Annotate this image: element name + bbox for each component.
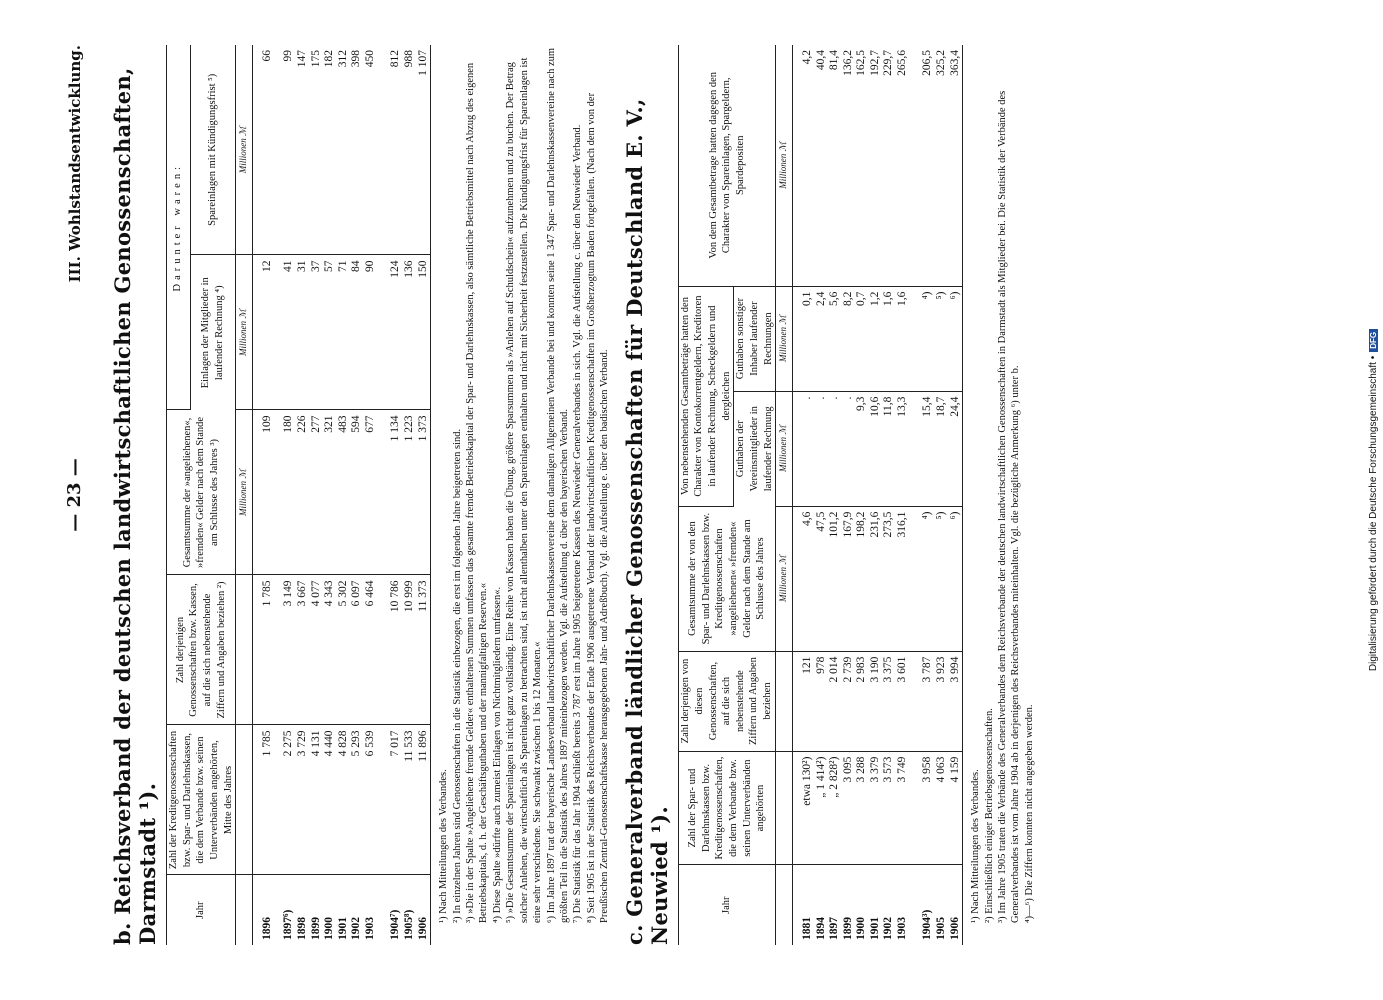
table-b — [166, 45, 431, 945]
unit-c-3: Millionen ℳ — [776, 506, 793, 651]
unit-b-3: Millionen ℳ — [236, 410, 253, 575]
col-c-3: Gesamtsumme der von den Spar- und Darlehnskassen bzw. Kreditgenossenschaften »angeliehenen« »fremden« Gelder nach dem Stande am Schlusse des Jahres — [678, 506, 775, 651]
table-row: 1900 4 440 4 343 321 57 182 — [323, 45, 337, 945]
table-row: 1906 11 896 11 373 1 373 150 1 107 — [417, 45, 431, 945]
col-c-group: Von nebenstehenden Gesamtbeträge hatten den Charakter von Kontokorrentgeldern, Kreditoren in laufender Rechnung, Scheckgeldern und dergleichen — [678, 286, 734, 506]
footnote: ⁴)—⁶) Die Ziffern konnten nicht angegeben werden. — [1023, 704, 1035, 923]
footnote: ¹) Nach Mitteilungen des Verbandes. — [438, 769, 450, 923]
col-c-4: Guthaben der Vereinsmitglieder in laufender Rechnung — [734, 391, 776, 506]
col-b-2: Zahl derjenigen Genossenschaften bzw. Kassen, auf die sich nebenstehende Ziffern und Angaben beziehen ²) — [167, 575, 236, 725]
table-row: 1881 etwa 130²) 121 4,6 . 0,1 4,2 — [792, 45, 814, 945]
footnotes-c — [969, 45, 1036, 945]
col-b-jahr: Jahr — [167, 875, 236, 945]
footnote: ¹) Nach Mitteilungen des Verbandes. — [970, 769, 982, 923]
col-c-2: Zahl derjenigen von diesen Genossenschaften, auf die sich nebenstehende Ziffern und Angaben beziehen — [678, 651, 775, 751]
side-credit-text: Digitalisierung gefördert durch die Deutsche Forschungsgemeinschaft • — [1368, 355, 1379, 672]
col-c-1: Zahl der Spar- und Darlehnskassen bzw. Kreditgenossenschaften, die dem Verbande bzw. seinen Unterverbänden angehörten — [678, 751, 775, 865]
document-page — [60, 45, 1044, 945]
table-row: 1905 4 063 3 923 ⁵) 18,7 ⁵) 325,2 — [935, 45, 949, 945]
table-row: 1903 3 749 3 601 316,1 13,3 1,6 265,6 — [896, 45, 910, 945]
table-row: 1900 3 288 2 983 198,2 9,3 0,7 162,5 — [855, 45, 869, 945]
footnotes-b — [437, 45, 612, 945]
section-c-title: c. Generalverband ländlicher Genossenschaften für Deutschland E. V., Neuwied ¹). — [621, 98, 672, 945]
col-c-5: Guthaben sonstiger Inhaber laufender Rechnungen — [734, 286, 776, 391]
table-row: 1902 5 293 6 097 594 84 398 — [350, 45, 364, 945]
table-row: 1897⁶) 2 275 3 149 180 41 99 — [274, 45, 296, 945]
unit-b-4: Millionen ℳ — [236, 255, 253, 410]
unit-c-6: Millionen ℳ — [776, 45, 793, 286]
table-row: 1904⁷) 7 017 10 786 1 134 124 812 — [377, 45, 403, 945]
unit-c-5: Millionen ℳ — [776, 286, 793, 391]
col-c-6: Von dem Gesamtbetrage hatten dagegen den Charakter von Spareinlagen, Spargeldern, Spardepositen — [678, 45, 775, 286]
running-header — [60, 45, 100, 945]
unit-c-4: Millionen ℳ — [776, 391, 793, 506]
table-row: 1903 6 539 6 464 677 90 450 — [364, 45, 378, 945]
footnote: ²) Einschließlich einiger Betriebsgenossenschaften. — [983, 708, 995, 923]
col-c-jahr: Jahr — [678, 865, 775, 945]
footnote: ³) Im Jahre 1905 traten die Verbände des Generalverbandes dem Reichsverbande der deutschen landwirtschaftlichen Genossenschaften in Darmstadt als Mitglieder bei. Die Statistik der Verbände des Generalverbandes ist vom Jahre 1904 ab in derjenigen des Reichsverbandes miteinhalten. Vgl. die bezügliche Anmerkung ⁶) unter b. — [997, 90, 1022, 923]
side-credit-line — [1368, 0, 1382, 1000]
col-b-darunter: Darunter waren: — [167, 45, 191, 410]
table-row: 1899 4 131 4 077 277 37 175 — [310, 45, 324, 945]
table-row: 1896 1 785 1 785 109 12 66 — [252, 45, 274, 945]
section-b-title: b. Reichsverband der deutschen landwirtschaftlichen Genossenschaften, Darmstadt ¹). — [110, 67, 160, 945]
table-row: 1898 3 729 3 667 226 31 147 — [296, 45, 310, 945]
table-row: 1902 3 573 3 375 273,5 11,8 1,6 229,7 — [882, 45, 896, 945]
footnote: ³) »Die in der Spalte »Angeliehene fremde Gelder« enthaltenen Summen umfassen das gesamte fremde Betriebskapital der Spar- und Darlehnskassen, also sämtliche Betriebsmittel nach Abzug des eigenen Betriebskapitals, d. h. der Geschäftsguthaben und der mannigfaltigen Reserven.« — [464, 62, 490, 923]
table-row: 1904³) 3 958 3 787 ⁴) 15,4 ⁴) 206,5 — [909, 45, 935, 945]
table-c — [678, 45, 963, 945]
unit-b-5: Millionen ℳ — [236, 45, 253, 255]
table-row: 1894 „ 1 414²) 978 47,5 . 2,4 40,4 — [815, 45, 829, 945]
table-row: 1901 4 828 5 302 483 71 312 — [337, 45, 351, 945]
table-row: 1905⁸) 11 533 10 999 1 223 136 988 — [403, 45, 417, 945]
footnote: ⁴) Diese Spalte »dürfte auch zumeist Einlagen von Nichtmitgliedern umfassen«. — [491, 586, 503, 923]
dfg-logo: DFG — [1369, 329, 1378, 352]
table-row: 1901 3 379 3 190 231,6 10,6 1,2 192,7 — [869, 45, 883, 945]
table-row: 1906 4 159 3 994 ⁶) 24,4 ⁶) 363,4 — [949, 45, 963, 945]
table-row: 1899 3 095 2 739 167,9 . 8,2 136,2 — [842, 45, 856, 945]
footnote: ⁸) Seit 1905 ist in der Statistik des Reichsverbandes der Ende 1906 ausgetretene Verband der landwirtschaftlichen Kreditgenossenschaften im Großherzogtum Baden fortgefallen. (Nach dem von der Preußischen Zentral-Genossenschaftskasse herausgegebenen Jahr- und Adreßbuch). Vgl. die Aufstellung e. über den badischen Verband. — [585, 92, 611, 923]
footnote: ⁶) Im Jahre 1897 trat der bayerische Landesverband landwirtschaftlicher Darlehnskassenvereine dem damaligen Allgemeinen Verbande bei und konnten seine 1 347 Spar- und Darlehnskassenvereine nach zum größten Teil in die Statistik des Jahres 1897 miteinbezogen werden. Vgl. die Aufstellung d. über den bayerischen Verband. — [545, 47, 571, 923]
page-number: — 23 — — [64, 458, 85, 532]
col-b-4: Einlagen der Mitglieder in laufender Rechnung ⁴) — [190, 255, 236, 410]
chapter-heading: III. Wohlstandsentwicklung. — [66, 45, 84, 283]
col-b-3: Gesamtsumme der »angeliehenen«, »fremden« Gelder nach dem Stande am Schlusse des Jahres ³) — [167, 410, 236, 575]
footnote: ²) In einzelnen Jahren sind Genossenschaften in die Statistik einbezogen, die erst im folgenden Jahre beigetreten sind. — [451, 428, 463, 923]
col-b-5: Spareinlagen mit Kündigungsfrist ⁵) — [190, 45, 236, 255]
table-row: 1897 „ 2 828²) 2 014 101,2 . 5,6 81,4 — [828, 45, 842, 945]
footnote: ⁵) »Die Gesamtsumme der Spareinlagen ist nicht ganz vollständig. Eine Reihe von Kassen haben die Übung, größere Sparsummen als »Anlehen auf Schuldschein« aufzunehmen und zu buchen. Der Betrag solcher Anlehen, die wirtschaftlich als Spareinlagen zu betrachten sind, ist nicht allenthalben unter den Spareinlagen enthalten und nicht mit Sicherheit festzustellen. Die Kündigungsfrist für Spareinlagen ist eine sehr verschiedene. Sie schwankt zwischen 1 bis 12 Monaten.« — [505, 57, 544, 923]
col-b-1: Zahl der Kreditgenossenschaften bzw. Spar- und Darlehnskassen, die dem Verbande bzw. seinen Unterverbänden angehörten, Mitte des Jahres — [167, 725, 236, 875]
footnote: ⁷) Die Statistik für das Jahr 1904 schließt bereits 3 787 erst im Jahre 1905 beigetretene Kassen des Neuwieder Generalverbandes in sich. Vgl. die Aufstellung c. über den Neuwieder Verband. — [572, 124, 584, 923]
